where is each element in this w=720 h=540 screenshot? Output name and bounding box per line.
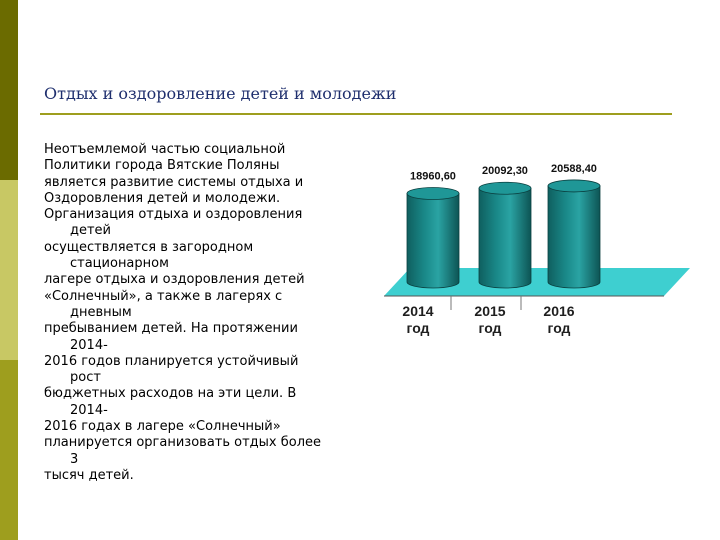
body-line: является развитие системы отдыха и	[44, 174, 304, 190]
body-line: 2014-	[70, 402, 108, 418]
category-label: 2015	[474, 303, 506, 319]
body-line: 2016 годах в лагере «Солнечный»	[44, 419, 281, 435]
body-line: планируется организовать отдых более	[44, 435, 322, 451]
side-bar-middle	[0, 180, 18, 360]
slide-title: Отдых и оздоровление детей и молодежи	[44, 84, 397, 103]
side-bar-top	[0, 0, 18, 180]
budget-cylinder-chart	[376, 160, 696, 350]
body-line: осуществляется в загородном	[44, 239, 254, 255]
cylinder-top	[548, 180, 600, 192]
body-line: Неотъемлемой частью социальной	[44, 142, 286, 157]
body-line: Оздоровления детей и молодежи.	[44, 190, 281, 206]
cylinder-bar	[548, 186, 600, 288]
body-line: лагере отдыха и оздоровления детей	[44, 272, 305, 288]
body-line: 2014-	[70, 337, 108, 353]
body-line: Организация отдыха и оздоровления	[44, 207, 303, 223]
data-label: 20092,30	[482, 165, 528, 178]
body-line: бюджетных расходов на эти цели. В	[44, 386, 297, 402]
side-bar-bottom	[0, 360, 18, 540]
body-line: 2016 годов планируется устойчивый	[44, 353, 299, 369]
category-label: год	[406, 320, 430, 336]
body-line: «Солнечный», а также в лагерях с	[44, 288, 283, 304]
category-label: 2016	[543, 303, 575, 319]
body-line: пребыванием детей. На протяжении	[44, 321, 298, 337]
body-line: Политики города Вятские Поляны	[44, 158, 280, 174]
category-label: год	[547, 320, 571, 336]
title-divider	[40, 113, 672, 115]
slide-body-text	[44, 142, 374, 484]
category-label: 2014	[402, 303, 434, 319]
category-label: год	[478, 320, 502, 336]
data-label: 20588,40	[551, 162, 597, 175]
body-line: рост	[70, 370, 101, 386]
body-line: стационарном	[70, 256, 169, 272]
body-line: тысяч детей.	[44, 467, 134, 483]
body-line: дневным	[70, 304, 132, 320]
cylinder-bar	[407, 194, 459, 288]
body-line: детей	[70, 223, 112, 239]
cylinder-top	[407, 188, 459, 200]
data-label: 18960,60	[410, 170, 456, 183]
cylinder-bar	[479, 188, 531, 288]
body-line: 3	[70, 451, 79, 467]
cylinder-top	[479, 182, 531, 194]
